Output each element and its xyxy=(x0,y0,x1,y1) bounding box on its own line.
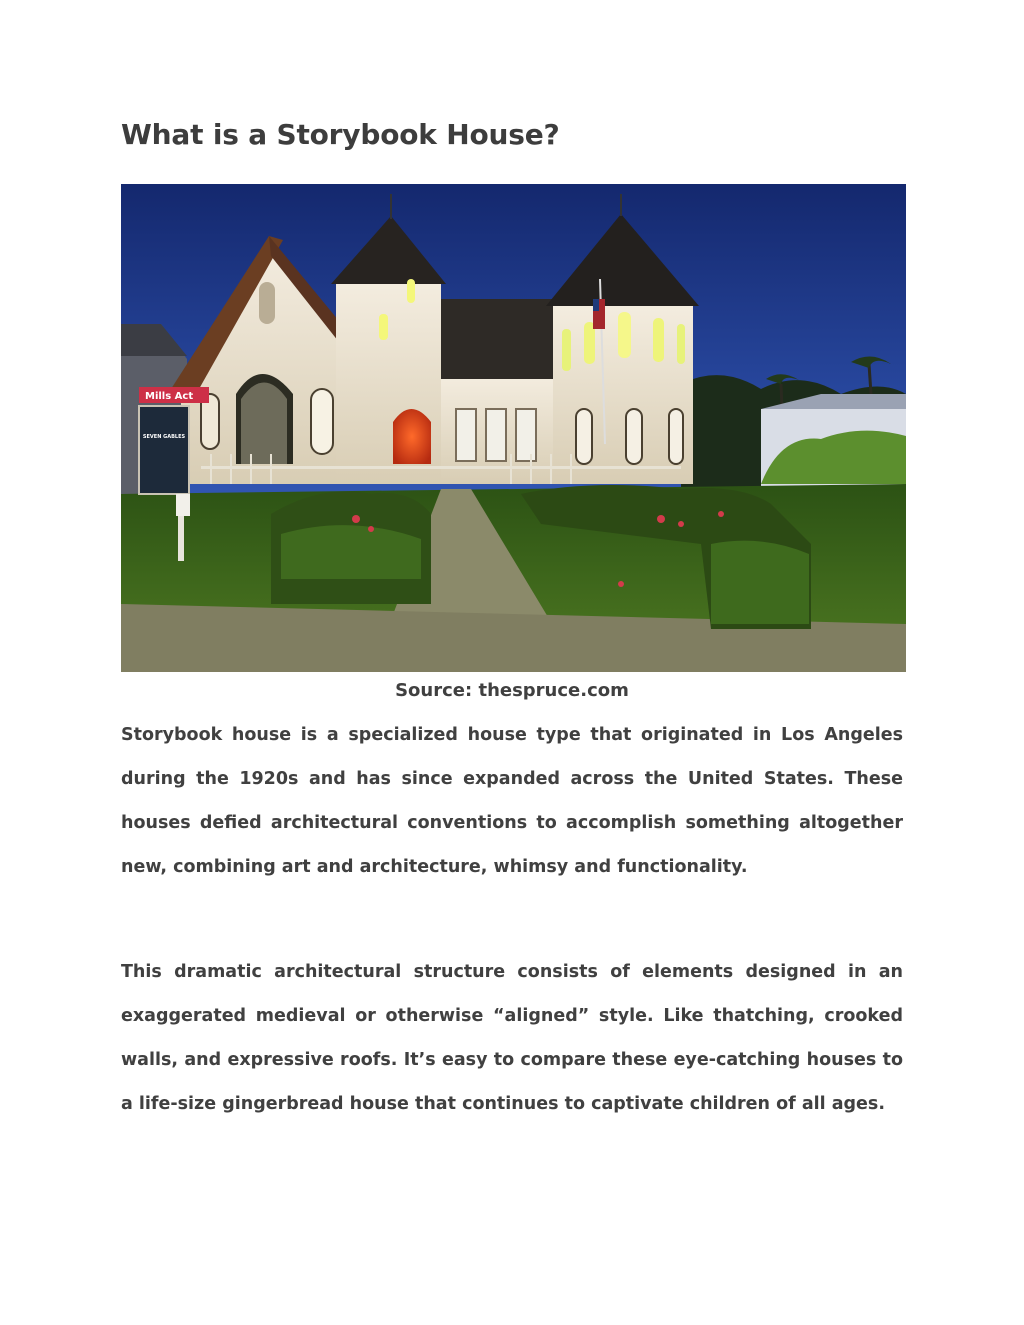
page-title: What is a Storybook House? xyxy=(121,118,560,151)
storybook-house-photo xyxy=(121,184,906,672)
sign-brand-text: SEVEN GABLES xyxy=(142,434,186,440)
paragraph-intro: Storybook house is a specialized house type that originated in Los Angeles during the 1920s and has since expanded across the United States. These houses defied architectural conventions to accomplish something altogether new, combining art and architecture, whimsy and functionality. xyxy=(121,725,903,877)
image-caption: Source: thespruce.com xyxy=(395,680,629,701)
paragraph-description: This dramatic architectural structure consists of elements designed in an exaggerated medieval or otherwise “aligned” style. Like thatching, crooked walls, and expressive roofs. It’s easy to compare these eye-catching houses to a life-size gingerbread house that continues to captivate children of all ages. xyxy=(121,962,903,1114)
sign-mills-act-text: Mills Act xyxy=(145,391,194,402)
